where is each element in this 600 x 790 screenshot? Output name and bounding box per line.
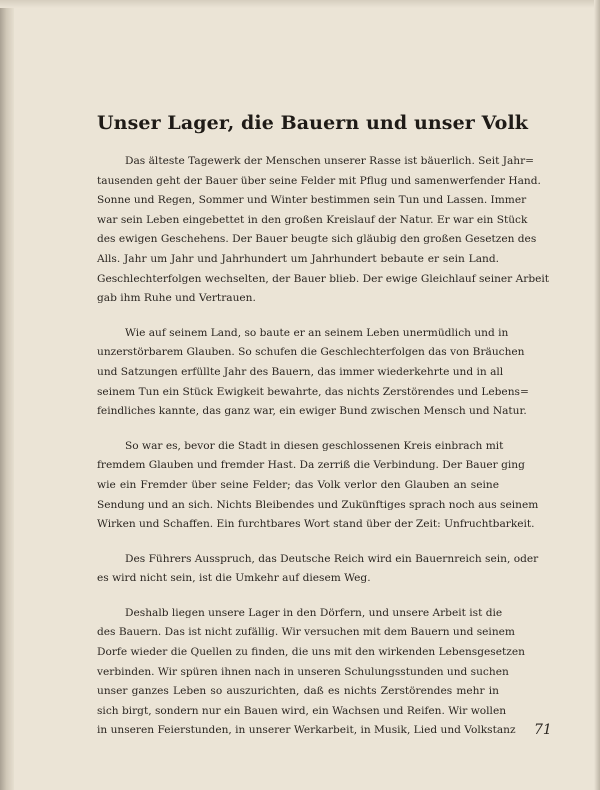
text-line: Deshalb liegen unsere Lager in den Dörfern, und unsere Arbeit ist die	[125, 606, 503, 619]
text-line: des Bauern. Das ist nicht zufällig. Wir versuchen mit dem Bauern und seinem	[97, 626, 515, 639]
text-line: Alls. Jahr um Jahr und Jahrhundert um Jahrhundert bebaute er sein Land.	[97, 252, 499, 265]
text-line: Sendung und an sich. Nichts Bleibendes und Zukünftiges sprach noch aus seinem	[97, 498, 539, 511]
paragraph	[97, 604, 525, 741]
paragraph	[97, 152, 550, 309]
text-line: Wie auf seinem Land, so baute er an seinem Leben unermüdlich und in	[125, 326, 509, 339]
paragraph	[97, 437, 539, 535]
text-line: fremdem Glauben und fremder Hast. Da zerriß die Verbindung. Der Bauer ging	[97, 459, 525, 472]
page-number: 71	[534, 722, 552, 738]
chapter-title: Unser Lager, die Bauern und unser Volk	[97, 112, 529, 134]
text-line: Das älteste Tagewerk der Menschen unserer Rasse ist bäuerlich. Seit Jahr=	[125, 155, 535, 167]
text-line: Wirken und Schaffen. Ein furchtbares Wort stand über der Zeit: Unfruchtbarkeit.	[97, 518, 535, 531]
text-line: in unseren Feierstunden, in unserer Werkarbeit, in Musik, Lied und Volkstanz	[97, 724, 516, 737]
text-line: Geschlechterfolgen wechselten, der Bauer blieb. Der ewige Gleichlauf seiner Arbeit	[97, 272, 550, 285]
page-top-edge	[0, 0, 600, 8]
text-line: war sein Leben eingebettet in den großen Kreislauf der Natur. Er war ein Stück	[97, 213, 528, 226]
page-binding-shadow	[0, 0, 14, 790]
text-line: So war es, bevor die Stadt in diesen geschlossenen Kreis einbrach mit	[125, 439, 504, 452]
text-line: wie ein Fremder über seine Felder; das Volk verlor den Glauben an seine	[97, 478, 499, 491]
text-line: es wird nicht sein, ist die Umkehr auf diesem Weg.	[97, 572, 371, 585]
page-right-edge	[594, 0, 600, 790]
text-line: Des Führers Ausspruch, das Deutsche Reich wird ein Bauernreich sein, oder	[125, 552, 539, 565]
text-line: gab ihm Ruhe und Vertrauen.	[97, 292, 256, 305]
text-line: unzerstörbarem Glauben. So schufen die Geschlechterfolgen das von Bräuchen	[97, 346, 525, 359]
text-line: Dorfe wieder die Quellen zu finden, die uns mit den wirkenden Lebensgesetzen	[97, 646, 525, 659]
text-line: seinem Tun ein Stück Ewigkeit bewahrte, das nichts Zerstörendes und Lebens=	[97, 385, 529, 398]
text-line: tausenden geht der Bauer über seine Felder mit Pflug und samenwerfender Hand.	[97, 174, 541, 187]
text-line: und Satzungen erfüllte Jahr des Bauern, das immer wiederkehrte und in all	[97, 365, 504, 378]
text-line: feindliches kannte, das ganz war, ein ewiger Bund zwischen Mensch und Natur.	[97, 405, 527, 418]
text-line: sich birgt, sondern nur ein Bauen wird, ein Wachsen und Reifen. Wir wollen	[97, 704, 507, 717]
paragraph	[97, 324, 529, 422]
text-line: des ewigen Geschehens. Der Bauer beugte sich gläubig den großen Gesetzen des	[97, 233, 537, 246]
text-line: Sonne und Regen, Sommer und Winter bestimmen sein Tun und Lassen. Immer	[97, 194, 527, 207]
paragraph	[97, 550, 539, 589]
text-line: verbinden. Wir spüren ihnen nach in unseren Schulungsstunden und suchen	[97, 665, 509, 678]
text-line: unser ganzes Leben so auszurichten, daß es nichts Zerstörendes mehr in	[97, 685, 499, 698]
